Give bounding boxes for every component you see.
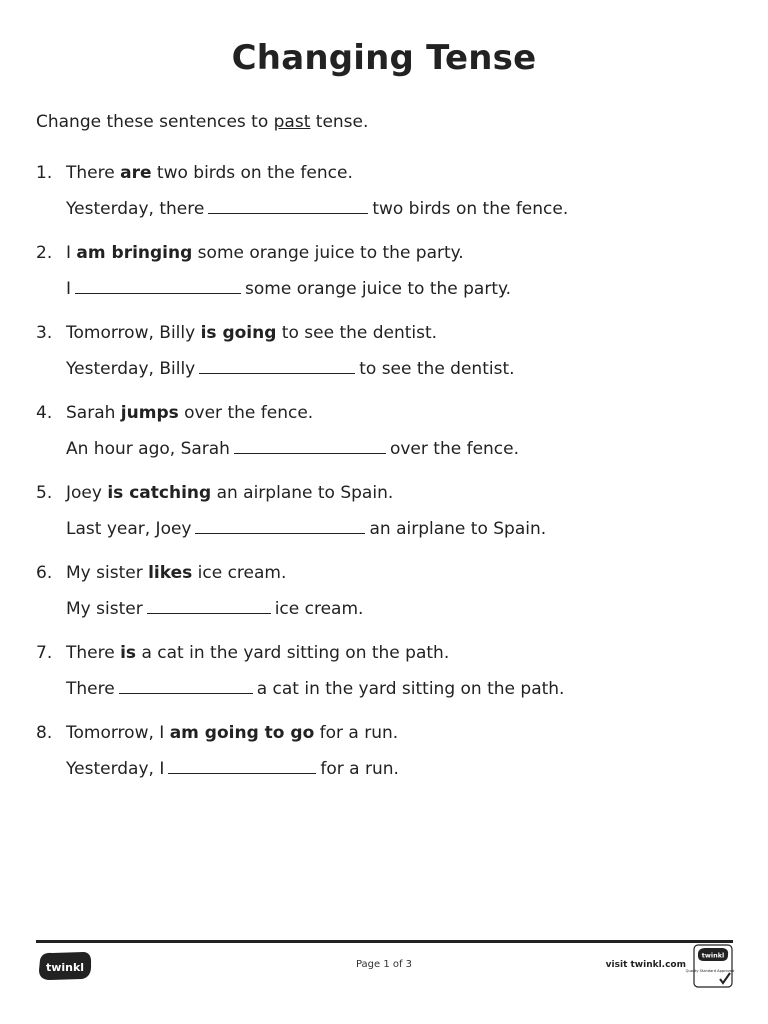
question-text: I <box>66 243 77 263</box>
instruction <box>36 112 368 132</box>
question-text: a cat in the yard sitting on the path. <box>136 643 450 663</box>
question-number: 2. <box>36 243 53 263</box>
visit-link[interactable]: visit twinkl.com <box>605 960 686 970</box>
logo-text: twinkl <box>45 961 85 974</box>
question-text: Tomorrow, Billy <box>66 323 201 343</box>
question-4 <box>36 402 520 459</box>
question-number: 5. <box>36 483 53 503</box>
question-number: 7. <box>36 643 53 663</box>
prompt-end: some orange juice to the party. <box>245 279 512 299</box>
footer-divider <box>36 940 733 943</box>
prompt-end: a cat in the yard sitting on the path. <box>256 679 565 699</box>
question-2 <box>36 242 512 299</box>
badge-logo-text: twinkl <box>701 951 725 960</box>
answer-blank[interactable] <box>195 517 365 534</box>
prompt-start: There <box>66 679 115 699</box>
question-3 <box>36 322 515 379</box>
question-number: 3. <box>36 323 53 343</box>
question-verb: likes <box>148 563 193 583</box>
question-verb: is <box>120 643 137 663</box>
question-text: There <box>66 643 121 663</box>
prompt-end: to see the dentist. <box>359 359 515 379</box>
question-text: two birds on the fence. <box>151 163 353 183</box>
prompt-end: an airplane to Spain. <box>369 519 547 539</box>
answer-blank[interactable] <box>234 437 386 454</box>
quality-badge <box>685 944 735 988</box>
question-text: an airplane to Spain. <box>211 483 394 503</box>
prompt-end: over the fence. <box>389 439 520 459</box>
prompt-start: Yesterday, there <box>66 199 205 219</box>
question-6 <box>36 562 364 619</box>
question-number: 6. <box>36 563 53 583</box>
prompt-end: ice cream. <box>274 599 364 619</box>
answer-blank[interactable] <box>147 597 271 614</box>
instruction-underlined-word: past <box>273 112 311 132</box>
question-text: Sarah <box>66 403 121 423</box>
question-verb: is catching <box>107 483 212 503</box>
answer-blank[interactable] <box>199 357 355 374</box>
page-title: Changing Tense <box>231 38 537 78</box>
instruction-text-before: Change these sentences to <box>36 112 274 132</box>
answer-blank[interactable] <box>119 677 253 694</box>
prompt-start: My sister <box>66 599 143 619</box>
answer-blank[interactable] <box>75 277 241 294</box>
prompt-end: two birds on the fence. <box>372 199 569 219</box>
question-number: 1. <box>36 163 53 183</box>
question-text: ice cream. <box>192 563 287 583</box>
question-1 <box>36 162 569 219</box>
prompt-start: I <box>66 279 72 299</box>
question-text: My sister <box>66 563 149 583</box>
question-text: for a run. <box>314 723 399 743</box>
question-8 <box>36 722 399 779</box>
prompt-start: Yesterday, Billy <box>66 359 196 379</box>
question-number: 8. <box>36 723 53 743</box>
question-text: over the fence. <box>178 403 314 423</box>
page-number: Page 1 of 3 <box>355 959 413 970</box>
question-text: There <box>66 163 121 183</box>
prompt-start: Last year, Joey <box>66 519 192 539</box>
question-verb: is going <box>200 323 277 343</box>
prompt-start: An hour ago, Sarah <box>66 439 230 459</box>
question-verb: are <box>120 163 152 183</box>
question-number: 4. <box>36 403 53 423</box>
question-5 <box>36 482 547 539</box>
prompt-start: Yesterday, I <box>66 759 165 779</box>
instruction-text-after: tense. <box>310 112 369 132</box>
badge-caption: Quality Standard Approved <box>685 969 735 973</box>
question-text: some orange juice to the party. <box>192 243 464 263</box>
question-text: Joey <box>66 483 108 503</box>
question-verb: jumps <box>120 403 179 423</box>
answer-blank[interactable] <box>208 197 368 214</box>
question-verb: am bringing <box>76 243 193 263</box>
answer-blank[interactable] <box>168 757 316 774</box>
question-7 <box>36 642 565 699</box>
question-verb: am going to go <box>169 723 315 743</box>
question-text: to see the dentist. <box>276 323 438 343</box>
prompt-end: for a run. <box>320 759 399 779</box>
question-text: Tomorrow, I <box>66 723 170 743</box>
